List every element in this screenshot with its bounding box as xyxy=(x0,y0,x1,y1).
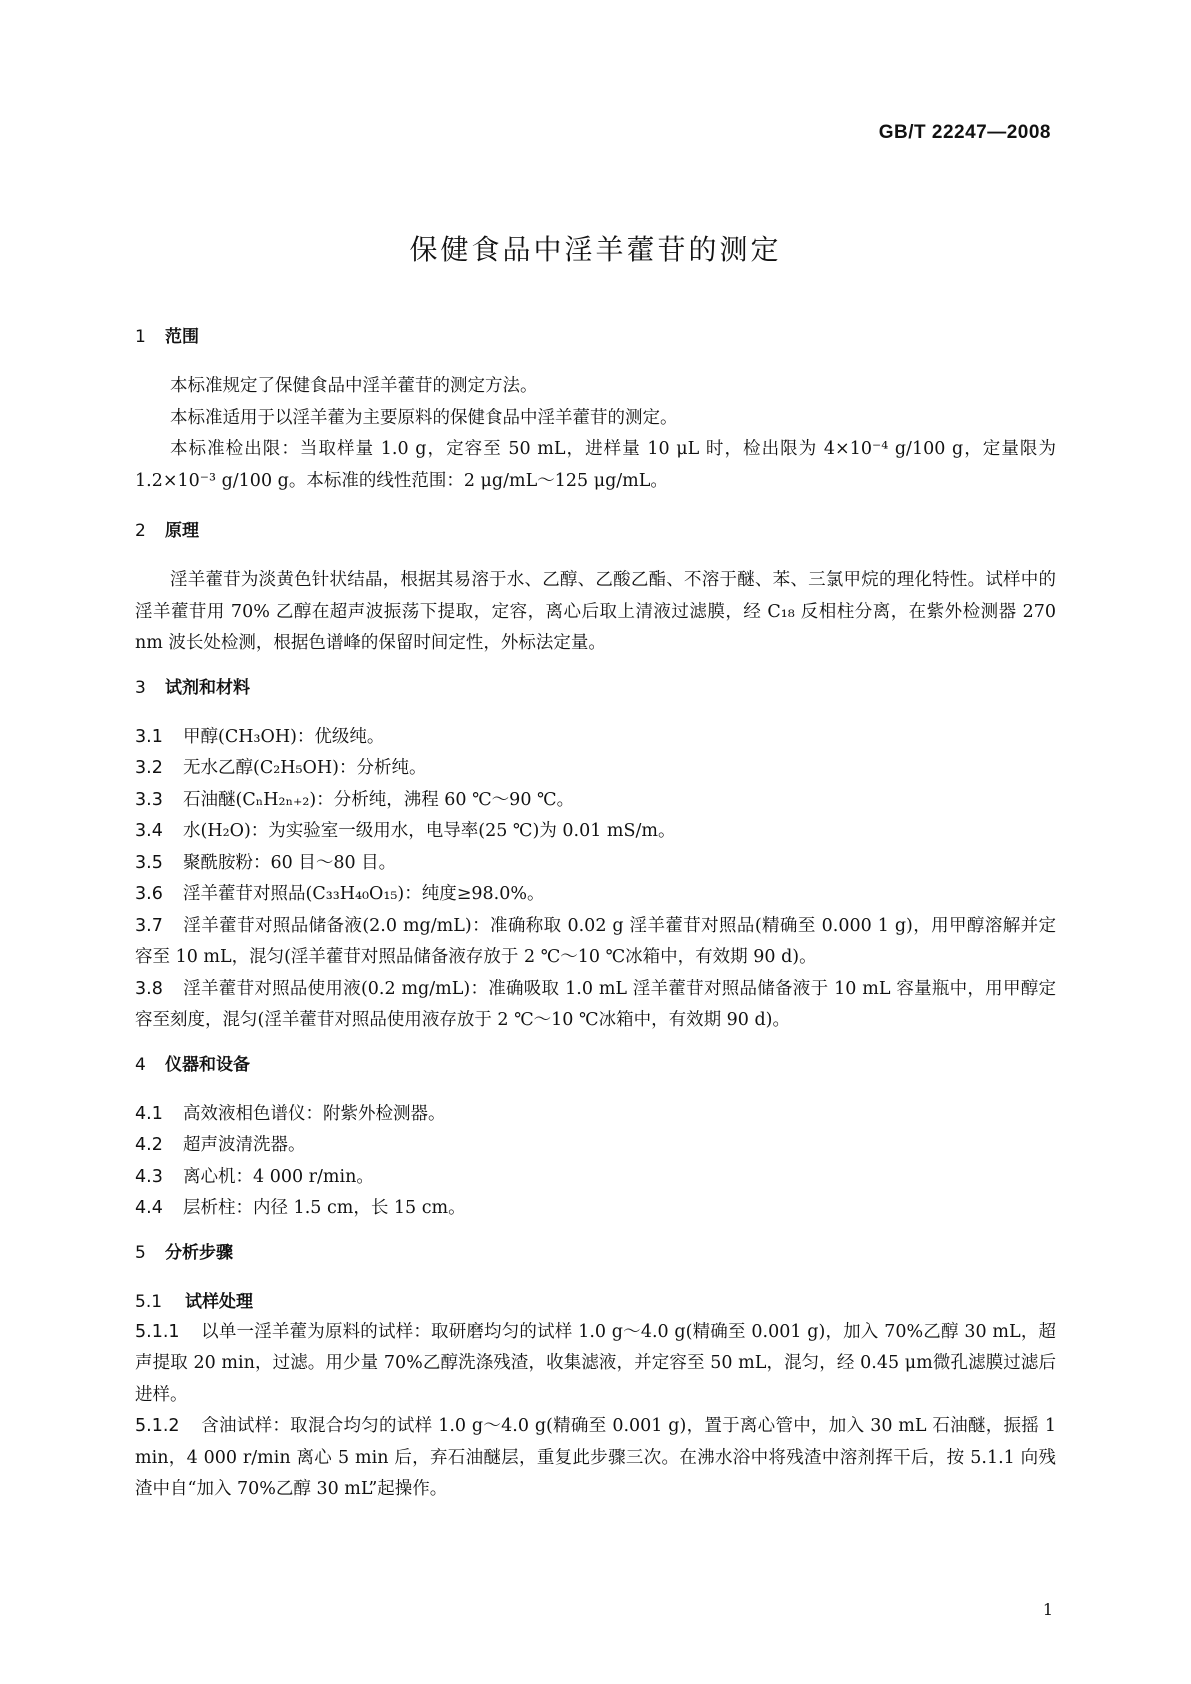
item-number: 3.1 xyxy=(135,726,163,747)
document-body xyxy=(135,325,1056,1506)
standard-number: GB/T 22247—2008 xyxy=(878,122,1051,143)
section-title: 仪器和设备 xyxy=(165,1054,250,1075)
section-title: 原理 xyxy=(165,521,199,541)
list-item xyxy=(135,1317,1056,1412)
section-title: 范围 xyxy=(165,327,199,347)
item-text: 淫羊藿苷对照品使用液(0.2 mg/mL)：准确吸取 1.0 mL 淫羊藿苷对照品储备液于 10 mL 容量瓶中，用甲醇定容至刻度，混匀(淫羊藿苷对照品使用液存放于 2 ℃～10 ℃冰箱中，有效期 90 d)。 xyxy=(135,978,1056,1030)
section-number: 2 xyxy=(135,521,146,541)
item-number: 5.1.2 xyxy=(135,1416,180,1436)
item-text: 甲醇(CH₃OH)：优级纯。 xyxy=(183,726,385,747)
list-item xyxy=(135,1162,1056,1194)
item-number: 3.2 xyxy=(135,758,163,778)
section-number: 3 xyxy=(135,677,146,698)
list-item xyxy=(135,879,1056,911)
list-item xyxy=(135,816,1056,848)
section-heading-instruments xyxy=(135,1053,1056,1078)
section-heading-scope xyxy=(135,325,1056,350)
paragraph: 淫羊藿苷为淡黄色针状结晶，根据其易溶于水、乙醇、乙酸乙酯、不溶于醚、苯、三氯甲烷的理化特性。试样中的淫羊藿苷用 70% 乙醇在超声波振荡下提取，定容，离心后取上清液过滤膜，经 C₁₈ 反相柱分离，在紫外检测器 270 nm 波长处检测，根据色谱峰的保留时间定性，外标法定量。 xyxy=(135,570,1056,653)
section-heading-reagents xyxy=(135,676,1056,701)
section-title: 试剂和材料 xyxy=(165,677,250,698)
item-text: 层析柱：内径 1.5 cm，长 15 cm。 xyxy=(183,1198,466,1218)
list-item xyxy=(135,1411,1056,1506)
item-text: 离心机：4 000 r/min。 xyxy=(183,1166,374,1187)
item-number: 3.3 xyxy=(135,789,163,810)
page-number: 1 xyxy=(1042,1600,1053,1619)
section-number: 1 xyxy=(135,327,146,347)
paragraph: 本标准检出限：当取样量 1.0 g，定容至 50 mL，进样量 10 μL 时，检出限为 4×10⁻⁴ g/100 g，定量限为 1.2×10⁻³ g/100 g。本标准的线性范围：2 μg/mL～125 μg/mL。 xyxy=(135,439,1056,491)
item-text: 超声波清洗器。 xyxy=(183,1135,306,1155)
paragraph: 本标准规定了保健食品中淫羊藿苷的测定方法。 xyxy=(170,376,538,396)
list-item xyxy=(135,785,1056,817)
list-item xyxy=(135,753,1056,785)
item-number: 5.1.1 xyxy=(135,1321,180,1342)
list-item xyxy=(135,848,1056,880)
item-number: 3.8 xyxy=(135,978,163,999)
section-heading-procedure xyxy=(135,1241,1056,1266)
item-number: 3.7 xyxy=(135,915,163,936)
item-text: 无水乙醇(C₂H₅OH)：分析纯。 xyxy=(183,758,427,778)
subsection-title: 试样处理 xyxy=(185,1291,253,1312)
section-heading-principle xyxy=(135,519,1056,544)
item-number: 4.3 xyxy=(135,1166,163,1187)
section-number: 5 xyxy=(135,1242,146,1263)
list-item xyxy=(135,974,1056,1037)
subsection-heading-sample-treatment xyxy=(135,1287,1056,1317)
paragraph: 本标准适用于以淫羊藿为主要原料的保健食品中淫羊藿苷的测定。 xyxy=(170,407,678,428)
list-item xyxy=(135,1193,1056,1225)
item-text: 淫羊藿苷对照品(C₃₃H₄₀O₁₅)：纯度≥98.0%。 xyxy=(183,884,545,904)
list-item xyxy=(135,911,1056,974)
item-text: 淫羊藿苷对照品储备液(2.0 mg/mL)：准确称取 0.02 g 淫羊藿苷对照品(精确至 0.000 1 g)，用甲醇溶解并定容至 10 mL，混匀(淫羊藿苷对照品储备液存放于 2 ℃～10 ℃冰箱中，有效期 90 d)。 xyxy=(135,915,1056,967)
section-number: 4 xyxy=(135,1054,146,1075)
item-text: 含油试样：取混合均匀的试样 1.0 g～4.0 g(精确至 0.001 g)，置于离心管中，加入 30 mL 石油醚，振摇 1 min，4 000 r/min 离心 5 min 后，弃石油醚层，重复此步骤三次。在沸水浴中将残渣中溶剂挥干后，按 5.1.1 向残渣中自“加入 70%乙醇 30 mL”起操作。 xyxy=(135,1416,1056,1499)
list-item xyxy=(135,1099,1056,1131)
document-title: 保健食品中淫羊藿苷的测定 xyxy=(409,233,782,266)
subsection-number: 5.1 xyxy=(135,1291,163,1312)
item-number: 4.2 xyxy=(135,1135,163,1155)
item-text: 聚酰胺粉：60 目～80 目。 xyxy=(183,852,397,873)
list-item xyxy=(135,722,1056,754)
item-number: 4.4 xyxy=(135,1198,163,1218)
section-title: 分析步骤 xyxy=(165,1242,233,1263)
item-text: 石油醚(CₙH₂ₙ₊₂)：分析纯，沸程 60 ℃～90 ℃。 xyxy=(183,789,575,810)
item-number: 3.6 xyxy=(135,884,163,904)
list-item xyxy=(135,1130,1056,1162)
item-text: 水(H₂O)：为实验室一级用水，电导率(25 ℃)为 0.01 mS/m。 xyxy=(183,821,676,841)
item-text: 高效液相色谱仪：附紫外检测器。 xyxy=(183,1103,446,1124)
item-number: 3.4 xyxy=(135,821,163,841)
item-number: 3.5 xyxy=(135,852,163,873)
item-number: 4.1 xyxy=(135,1103,163,1124)
item-text: 以单一淫羊藿为原料的试样：取研磨均匀的试样 1.0 g～4.0 g(精确至 0.001 g)，加入 70%乙醇 30 mL，超声提取 20 min，过滤。用少量 70%乙醇洗涤残渣，收集滤液，并定容至 50 mL，混匀，经 0.45 μm微孔滤膜过滤后进样。 xyxy=(135,1321,1056,1405)
